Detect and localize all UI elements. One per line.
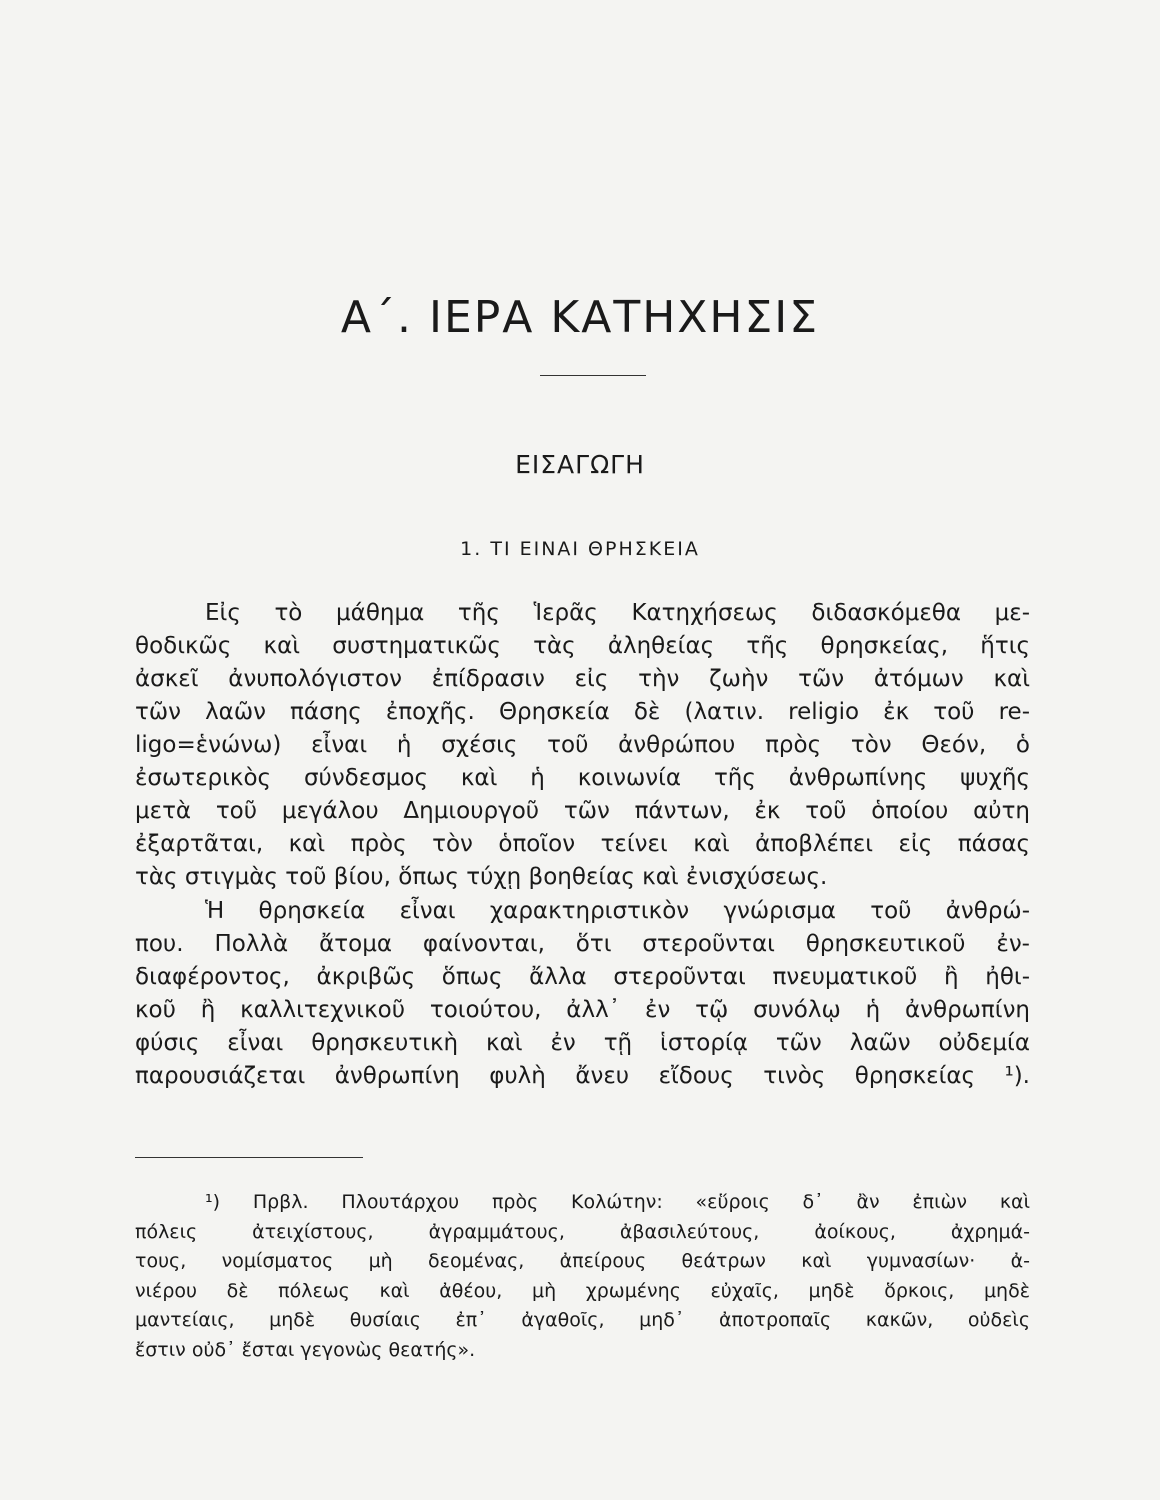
chapter-title: Α΄. ΙΕΡΑ ΚΑΤΗΧΗΣΙΣ	[340, 292, 820, 343]
text-line: μετὰ τοῦ μεγάλου Δημιουργοῦ τῶν πάντων, ἐκ τοῦ ὁποίου αὐτη	[135, 798, 1030, 824]
title-divider	[540, 375, 646, 376]
text-line: ἐσωτερικὸς σύνδεσμος καὶ ἡ κοινωνία τῆς ἀνθρωπίνης ψυχῆς	[135, 765, 1030, 791]
text-line: τῶν λαῶν πάσης ἐποχῆς. Θρησκεία δὲ (λατιν. religio ἐκ τοῦ re-	[135, 699, 1030, 725]
text-line: που. Πολλὰ ἄτομα φαίνονται, ὅτι στεροῦνται θρησκευτικοῦ ἐν-	[135, 931, 1030, 957]
subsection-title: 1. ΤΙ ΕΙΝΑΙ ΘΡΗΣΚΕΙΑ	[460, 538, 700, 560]
text-line: ligo=ἑνώνω) εἶναι ἡ σχέσις τοῦ ἀνθρώπου πρὸς τὸν Θεόν, ὁ	[135, 732, 1030, 758]
footnote-divider	[135, 1157, 363, 1158]
paragraph-2	[135, 895, 1030, 1093]
footnote	[135, 1188, 1030, 1365]
text-line: παρουσιάζεται ἀνθρωπίνη φυλὴ ἄνευ εἴδους τινὸς θρησκείας ¹).	[135, 1063, 1030, 1089]
footnote-line: νιέρου δὲ πόλεως καὶ ἀθέου, μὴ χρωμένης εὐχαῖς, μηδὲ ὅρκοις, μηδὲ	[135, 1279, 1030, 1302]
footnote-line: πόλεις ἀτειχίστους, ἀγραμμάτους, ἀβασιλεύτους, ἀοίκους, ἀχρημά-	[135, 1220, 1030, 1243]
text-line: ἀσκεῖ ἀνυπολόγιστον ἐπίδρασιν εἰς τὴν ζωὴν τῶν ἀτόμων καὶ	[135, 666, 1030, 692]
footnote-line: μαντείαις, μηδὲ θυσίαις ἐπ᾽ ἀγαθοῖς, μηδ᾽ ἀποτροπαῖς κακῶν, οὐδεὶς	[135, 1309, 1030, 1331]
footnote-line: τους, νομίσματος μὴ δεομένας, ἀπείρους θεάτρων καὶ γυμνασίων· ἀ-	[135, 1250, 1030, 1272]
paragraph-1	[135, 597, 1030, 894]
text-line: Ἡ θρησκεία εἶναι χαρακτηριστικὸν γνώρισμα τοῦ ἀνθρώ-	[205, 898, 1030, 924]
text-line: διαφέροντος, ἀκριβῶς ὅπως ἄλλα στεροῦνται πνευματικοῦ ἢ ἠθι-	[135, 964, 1030, 990]
text-line: θοδικῶς καὶ συστηματικῶς τὰς ἀληθείας τῆς θρησκείας, ἥτις	[135, 633, 1030, 659]
footnote-line: ἔστιν οὐδ᾽ ἔσται γεγονὼς θεατής».	[135, 1338, 476, 1361]
text-line: ἐξαρτᾶται, καὶ πρὸς τὸν ὁποῖον τείνει καὶ ἀποβλέπει εἰς πάσας	[135, 831, 1030, 857]
footnote-line: ¹) Πρβλ. Πλουτάρχου πρὸς Κολώτην: «εὕροις δ᾽ ἂν ἐπιὼν καὶ	[205, 1191, 1030, 1213]
text-line: φύσις εἶναι θρησκευτικὴ καὶ ἐν τῇ ἱστορίᾳ τῶν λαῶν οὐδεμία	[135, 1030, 1030, 1056]
section-title: ΕΙΣΑΓΩΓΗ	[515, 450, 645, 479]
text-line: κοῦ ἢ καλλιτεχνικοῦ τοιούτου, ἀλλ᾽ ἐν τῷ συνόλῳ ἡ ἀνθρωπίνη	[135, 997, 1030, 1023]
text-line: Εἰς τὸ μάθημα τῆς Ἱερᾶς Κατηχήσεως διδασκόμεθα με-	[205, 600, 1030, 626]
text-line: τὰς στιγμὰς τοῦ βίου, ὅπως τύχῃ βοηθείας καὶ ἐνισχύσεως.	[135, 864, 828, 890]
